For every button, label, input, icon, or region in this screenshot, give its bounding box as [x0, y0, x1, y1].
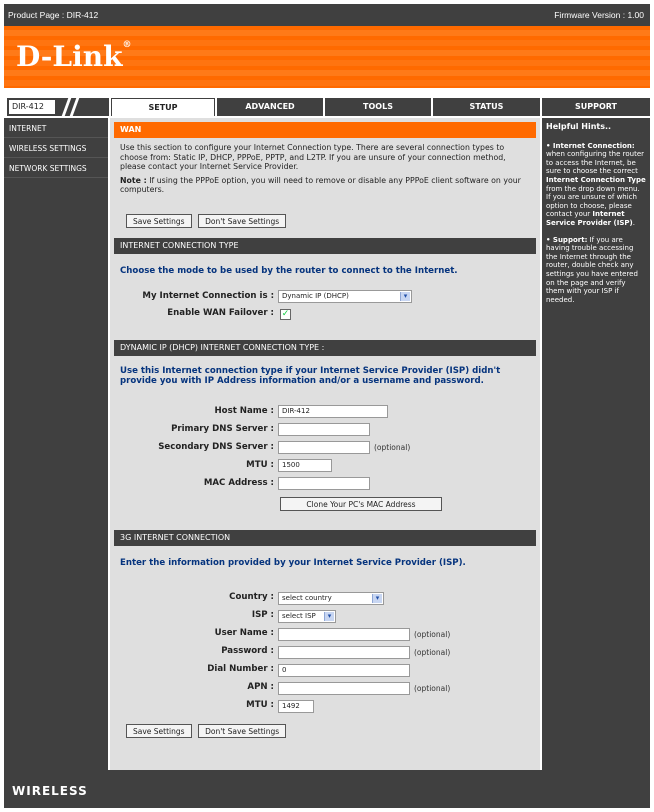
header-stripe [4, 30, 650, 36]
dont-save-settings-button[interactable]: Don't Save Settings [198, 214, 286, 228]
firmware-version-label: Firmware Version : 1.00 [554, 10, 644, 20]
primary-dns-input[interactable] [278, 423, 370, 436]
save-settings-button[interactable]: Save Settings [126, 724, 192, 738]
secondary-dns-label: Secondary DNS Server : [158, 442, 274, 452]
g3-mtu-label: MTU : [246, 700, 274, 710]
connection-type-prompt: Choose the mode to be used by the router to connect to the Internet. [120, 266, 458, 276]
tab-tools[interactable]: TOOLS [325, 98, 431, 116]
wan-failover-checkbox[interactable] [280, 309, 291, 320]
product-page-label: Product Page : DIR-412 [8, 10, 99, 20]
apn-optional: (optional) [414, 684, 451, 693]
host-name-input[interactable]: DIR-412 [278, 405, 388, 418]
model-badge [7, 98, 109, 116]
wan-note: Note : If using the PPPoE option, you will need to remove or disable any PPPoE client software on your computers. [120, 175, 521, 195]
apn-input[interactable] [278, 682, 410, 695]
my-connection-label: My Internet Connection is : [142, 291, 274, 301]
secondary-dns-optional: (optional) [374, 443, 411, 452]
password-input[interactable] [278, 646, 410, 659]
main-content [110, 118, 540, 770]
user-name-input[interactable] [278, 628, 410, 641]
chevron-down-icon: ▾ [372, 594, 382, 603]
footer-bar [4, 770, 650, 808]
footer-wireless-label: WIRELESS [12, 784, 88, 798]
wan-description: Use this section to configure your Internet Connection type. There are several connection types to choose from: Static IP, DHCP, PPPoE, PPTP, and L2TP. If you are unsure of your connection method, please contact your Internet Service Provider. [120, 143, 506, 172]
check-icon: ✓ [281, 309, 290, 319]
host-name-label: Host Name : [214, 406, 274, 416]
g3-title: 3G INTERNET CONNECTION [114, 530, 536, 546]
brand-header [4, 26, 650, 88]
sidebar-item-wireless-settings[interactable]: WIRELESS SETTINGS [4, 138, 108, 158]
mac-address-label: MAC Address : [203, 478, 274, 488]
wan-failover-label: Enable WAN Failover : [167, 308, 274, 318]
tab-advanced[interactable]: ADVANCED [217, 98, 323, 116]
save-settings-button[interactable]: Save Settings [126, 214, 192, 228]
password-label: Password : [221, 646, 274, 656]
top-bar [4, 4, 650, 26]
sidebar-item-network-settings[interactable]: NETWORK SETTINGS [4, 158, 108, 178]
chevron-down-icon: ▾ [324, 612, 334, 621]
sidebar-item-internet[interactable]: INTERNET [4, 118, 108, 138]
isp-label: ISP : [251, 610, 274, 620]
sidebar [4, 118, 108, 770]
dlink-logo: D-Link® [16, 40, 132, 73]
mac-address-input[interactable] [278, 477, 370, 490]
g3-section [114, 530, 536, 756]
hint-support: • Support: If you are having trouble accessing the Internet through the router, double check any settings you have entered on the page and verify them with your ISP if needed. [546, 235, 638, 304]
g3-buttons [126, 724, 286, 738]
dhcp-title: DYNAMIC IP (DHCP) INTERNET CONNECTION TYPE : [114, 340, 536, 356]
password-optional: (optional) [414, 648, 451, 657]
mtu-input[interactable]: 1500 [278, 459, 332, 472]
country-label: Country : [229, 592, 274, 602]
tab-support[interactable]: SUPPORT [542, 98, 650, 116]
isp-select[interactable]: select ISP ▾ [278, 610, 336, 623]
mtu-label: MTU : [246, 460, 274, 470]
wan-section [114, 122, 536, 228]
header-stripe [4, 80, 650, 86]
hint-internet-connection: • Internet Connection: when configuring the router to access the Internet, be sure to choose the correct Internet Connection Type from the drop down menu. If you are unsure of which option to choose, please contact your Internet Service Provider (ISP). [546, 141, 646, 227]
helpful-hints-panel [542, 118, 650, 770]
nav-row [4, 88, 650, 118]
clone-mac-button[interactable]: Clone Your PC's MAC Address [280, 497, 442, 511]
country-select[interactable]: select country ▾ [278, 592, 384, 605]
primary-dns-label: Primary DNS Server : [171, 424, 274, 434]
g3-mtu-input[interactable]: 1492 [278, 700, 314, 713]
secondary-dns-input[interactable] [278, 441, 370, 454]
connection-type-select[interactable]: Dynamic IP (DHCP) ▾ [278, 290, 412, 303]
wan-title: WAN [114, 122, 536, 138]
user-name-label: User Name : [214, 628, 274, 638]
hints-title: Helpful Hints.. [546, 122, 612, 131]
wan-buttons [126, 214, 286, 228]
chevron-down-icon: ▾ [400, 292, 410, 301]
connection-type-title: INTERNET CONNECTION TYPE [114, 238, 536, 254]
dial-number-label: Dial Number : [207, 664, 274, 674]
g3-prompt: Enter the information provided by your Internet Service Provider (ISP). [120, 558, 466, 568]
dhcp-prompt: Use this Internet connection type if your Internet Service Provider (ISP) didn't provide you with IP Address information and/or a username and password. [120, 366, 501, 386]
dont-save-settings-button[interactable]: Don't Save Settings [198, 724, 286, 738]
user-name-optional: (optional) [414, 630, 451, 639]
model-label: DIR-412 [9, 100, 55, 114]
tab-status[interactable]: STATUS [433, 98, 540, 116]
dial-number-input[interactable]: 0 [278, 664, 410, 677]
slash-decoration [69, 97, 79, 117]
tab-setup[interactable]: SETUP [111, 98, 215, 116]
dhcp-section [114, 340, 536, 530]
connection-type-section [114, 238, 536, 330]
apn-label: APN : [247, 682, 274, 692]
